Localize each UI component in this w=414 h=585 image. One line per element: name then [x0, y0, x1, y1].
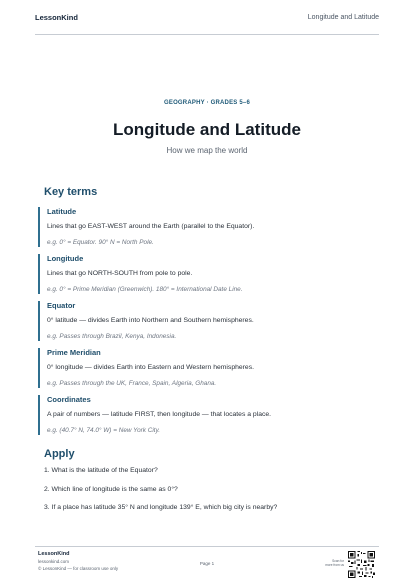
term-name: Coordinates	[47, 395, 91, 404]
apply-heading: Apply	[44, 448, 75, 460]
footer-divider	[35, 546, 379, 547]
footer-brand: LessonKind	[38, 551, 70, 557]
scan-caption-line: more from us	[325, 563, 344, 567]
qr-code-icon[interactable]	[348, 551, 375, 578]
term-definition: A pair of numbers — latitude FIRST, then longitude — that locates a place.	[47, 411, 272, 418]
header-divider	[35, 34, 379, 35]
term-definition: 0° latitude — divides Earth into Northern and Southern hemispheres.	[47, 317, 254, 324]
term-example: e.g. 0° = Equator. 90° N = North Pole.	[47, 239, 154, 246]
term-name: Longitude	[47, 254, 84, 263]
footer-site-link[interactable]: lessonkind.com	[38, 559, 70, 564]
term-example: e.g. (40.7° N, 74.0° W) = New York City.	[47, 427, 161, 434]
page-number: Page 1	[199, 561, 215, 566]
question-item: 3. If a place has latitude 35° N and longitude 139° E, which big city is nearby?	[44, 504, 278, 511]
term-card-coordinates	[38, 395, 376, 435]
question-item: 1. What is the latitude of the Equator?	[44, 467, 158, 474]
term-example: e.g. 0° = Prime Meridian (Greenwich). 180° = International Date Line.	[47, 286, 243, 293]
header-running-title: Longitude and Latitude	[307, 13, 379, 21]
subject-kicker: GEOGRAPHY · GRADES 5–6	[164, 100, 250, 106]
term-card-latitude	[38, 207, 376, 247]
term-definition: 0° longitude — divides Earth into Eastern and Western hemispheres.	[47, 364, 254, 371]
term-name: Prime Meridian	[47, 348, 101, 357]
key-terms-heading: Key terms	[44, 186, 98, 198]
header-brand: LessonKind	[35, 12, 78, 22]
term-card-prime-meridian	[38, 348, 376, 388]
term-definition: Lines that go NORTH-SOUTH from pole to pole.	[47, 270, 193, 277]
footer-copyright: © LessonKind — for classroom use only	[38, 566, 119, 571]
question-item: 2. Which line of longitude is the same as 0°?	[44, 486, 178, 493]
term-definition: Lines that go EAST-WEST around the Earth (parallel to the Equator).	[47, 223, 255, 230]
page-header	[0, 0, 414, 34]
page-subtitle: How we map the world	[166, 146, 248, 155]
term-name: Latitude	[47, 207, 77, 216]
term-example: e.g. Passes through Brazil, Kenya, Indonesia.	[47, 333, 177, 340]
term-card-longitude	[38, 254, 376, 294]
scan-caption	[320, 559, 344, 567]
term-name: Equator	[47, 301, 76, 310]
page-title: Longitude and Latitude	[113, 120, 301, 139]
term-example: e.g. Passes through the UK, France, Spain, Algeria, Ghana.	[47, 380, 217, 387]
term-card-equator	[38, 301, 376, 341]
scan-caption-line: Scan for	[332, 559, 344, 563]
